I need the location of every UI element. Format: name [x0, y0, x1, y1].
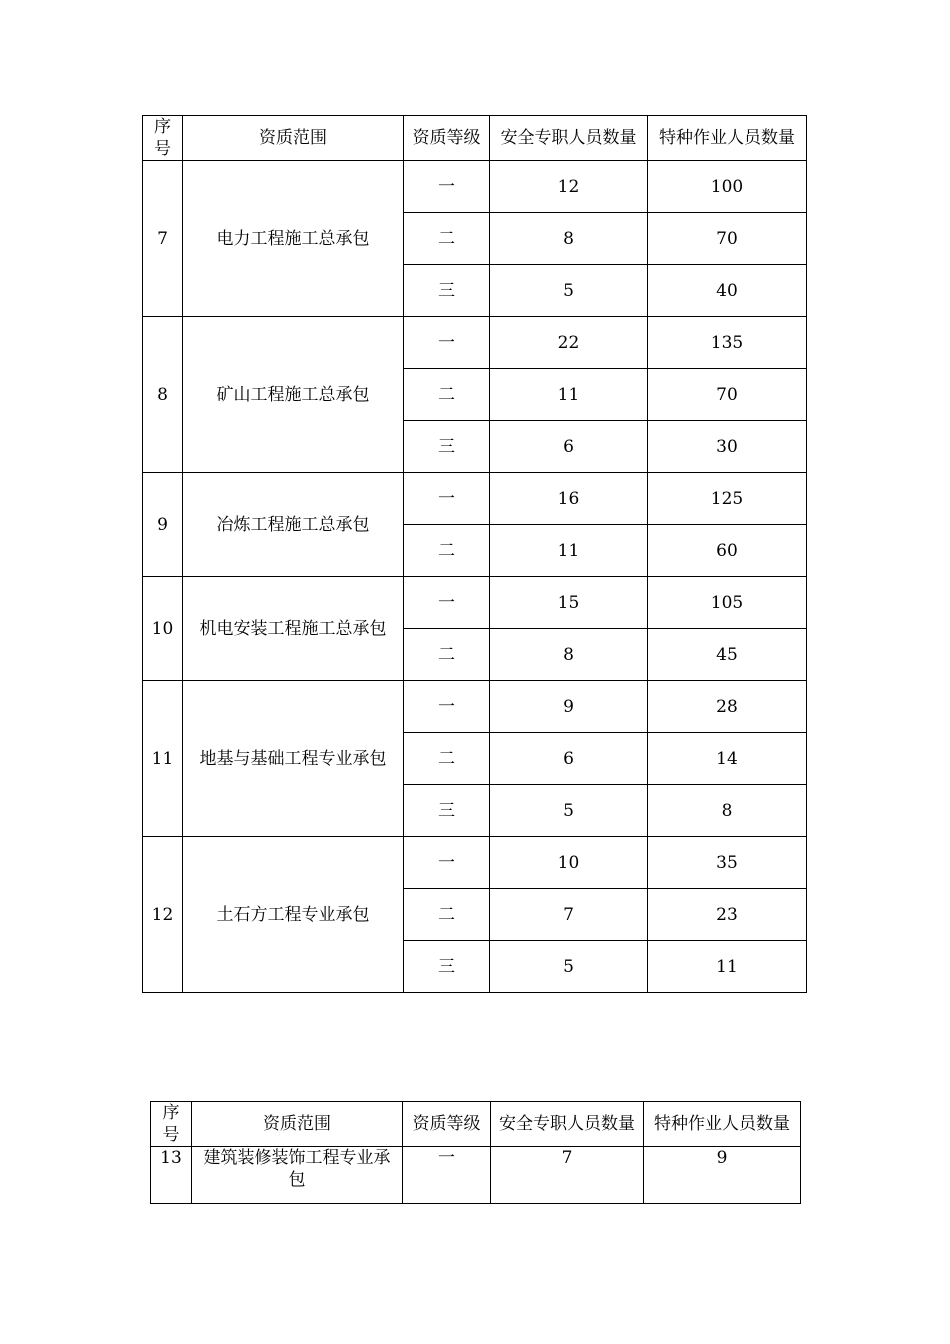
row-grade: 三: [404, 785, 490, 837]
row-safety-count: 8: [490, 213, 648, 265]
table-header-row: [151, 1102, 801, 1147]
row-special-count: 70: [648, 369, 807, 421]
header-grade: 资质等级: [403, 1102, 491, 1147]
qualification-table-1: [142, 115, 807, 993]
row-safety-count: 7: [491, 1147, 644, 1204]
row-special-count: 11: [648, 941, 807, 993]
table-row: [143, 577, 807, 629]
row-grade: 一: [404, 837, 490, 889]
row-special-count: 35: [648, 837, 807, 889]
row-safety-count: 8: [490, 629, 648, 681]
row-grade: 一: [404, 161, 490, 213]
row-special-count: 100: [648, 161, 807, 213]
table-row: [143, 473, 807, 525]
row-special-count: 70: [648, 213, 807, 265]
row-special-count: 14: [648, 733, 807, 785]
row-safety-count: 12: [490, 161, 648, 213]
row-safety-count: 5: [490, 941, 648, 993]
table-row: [143, 837, 807, 889]
row-special-count: 60: [648, 525, 807, 577]
table-header-row: [143, 116, 807, 161]
row-safety-count: 10: [490, 837, 648, 889]
row-safety-count: 11: [490, 369, 648, 421]
row-special-count: 125: [648, 473, 807, 525]
row-seq-number: 10: [143, 577, 183, 681]
row-grade: 三: [404, 421, 490, 473]
row-grade: 一: [404, 577, 490, 629]
row-grade: 一: [404, 681, 490, 733]
row-grade: 二: [404, 213, 490, 265]
row-seq-number: 11: [143, 681, 183, 837]
row-seq-number: 7: [143, 161, 183, 317]
header-scope: 资质范围: [183, 116, 404, 161]
row-safety-count: 9: [490, 681, 648, 733]
row-safety-count: 6: [490, 421, 648, 473]
header-seq: 序号: [143, 116, 183, 161]
qualification-table-2: [150, 1101, 801, 1204]
header-safety: 安全专职人员数量: [490, 116, 648, 161]
row-grade: 三: [404, 941, 490, 993]
row-safety-count: 7: [490, 889, 648, 941]
row-safety-count: 16: [490, 473, 648, 525]
row-seq-number: 12: [143, 837, 183, 993]
row-qualification-scope: 建筑装修装饰工程专业承包: [192, 1147, 403, 1204]
row-grade: 二: [404, 525, 490, 577]
row-safety-count: 22: [490, 317, 648, 369]
row-safety-count: 5: [490, 785, 648, 837]
row-special-count: 9: [644, 1147, 801, 1204]
header-special: 特种作业人员数量: [644, 1102, 801, 1147]
row-seq-number: 8: [143, 317, 183, 473]
header-grade: 资质等级: [404, 116, 490, 161]
row-grade: 二: [404, 889, 490, 941]
row-qualification-scope: 矿山工程施工总承包: [183, 317, 404, 473]
row-safety-count: 6: [490, 733, 648, 785]
row-safety-count: 11: [490, 525, 648, 577]
row-grade: 三: [404, 265, 490, 317]
row-qualification-scope: 冶炼工程施工总承包: [183, 473, 404, 577]
row-seq-number: 13: [151, 1147, 192, 1204]
row-grade: 一: [403, 1147, 491, 1204]
row-grade: 二: [404, 629, 490, 681]
row-grade: 一: [404, 317, 490, 369]
row-grade: 一: [404, 473, 490, 525]
row-qualification-scope: 电力工程施工总承包: [183, 161, 404, 317]
row-qualification-scope: 机电安装工程施工总承包: [183, 577, 404, 681]
table-row: [143, 317, 807, 369]
header-seq: 序号: [151, 1102, 192, 1147]
row-special-count: 30: [648, 421, 807, 473]
row-special-count: 28: [648, 681, 807, 733]
row-special-count: 135: [648, 317, 807, 369]
header-safety: 安全专职人员数量: [491, 1102, 644, 1147]
row-special-count: 105: [648, 577, 807, 629]
header-scope: 资质范围: [192, 1102, 403, 1147]
table-row: [151, 1147, 801, 1204]
row-qualification-scope: 地基与基础工程专业承包: [183, 681, 404, 837]
row-special-count: 23: [648, 889, 807, 941]
row-special-count: 45: [648, 629, 807, 681]
row-grade: 二: [404, 369, 490, 421]
row-special-count: 8: [648, 785, 807, 837]
row-special-count: 40: [648, 265, 807, 317]
row-safety-count: 15: [490, 577, 648, 629]
row-grade: 二: [404, 733, 490, 785]
table-row: [143, 681, 807, 733]
table-row: [143, 161, 807, 213]
row-qualification-scope: 土石方工程专业承包: [183, 837, 404, 993]
header-special: 特种作业人员数量: [648, 116, 807, 161]
row-safety-count: 5: [490, 265, 648, 317]
row-seq-number: 9: [143, 473, 183, 577]
